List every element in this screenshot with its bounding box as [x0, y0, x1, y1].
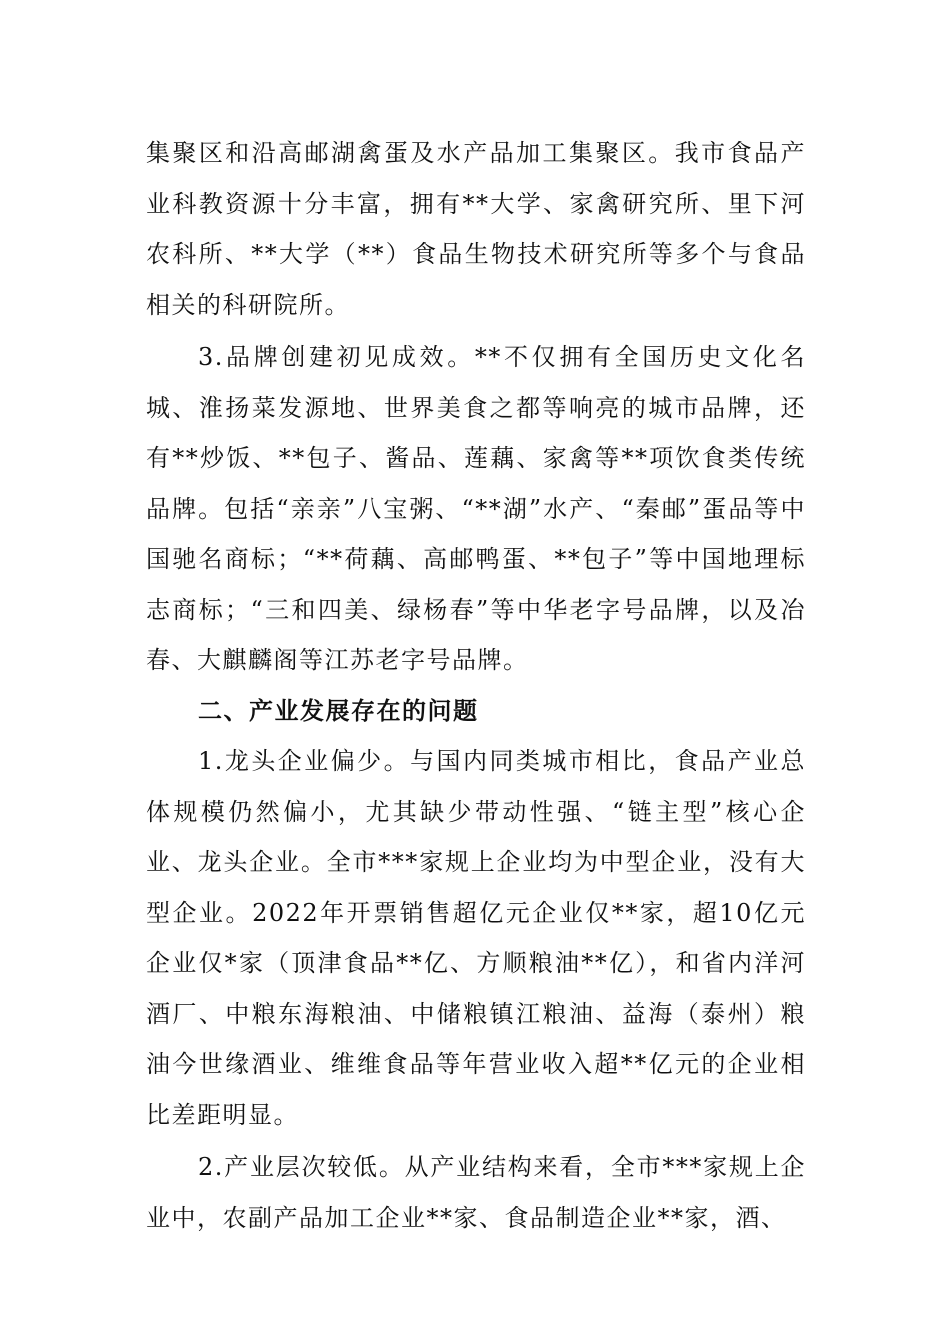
- paragraph-industry-level: 2.产业层次较低。从产业结构来看，全市***家规上企业中，农副产品加工企业**家、食品制造企业**家，酒、: [146, 1153, 806, 1232]
- paragraph-leading-enterprises: 1.龙头企业偏少。与国内同类城市相比，食品产业总体规模仍然偏小，尤其缺少带动性强、“链主型”核心企业、龙头企业。全市***家规上企业均为中型企业，没有大型企业。2022年开票销售超亿元企业仅**家，超10亿元企业仅*家（顶津食品**亿、方顺粮油**亿），和省内洋河酒厂、中粮东海粮油、中储粮镇江粮油、益海（泰州）粮油今世缘酒业、维维食品等年营业收入超**亿元的企业相比差距明显。: [146, 747, 806, 1129]
- section-heading-problems: 二、产业发展存在的问题: [198, 695, 479, 725]
- paragraph-research-institutes: 集聚区和沿高邮湖禽蛋及水产品加工集聚区。我市食品产业科教资源十分丰富，拥有**大学、家禽研究所、里下河农科所、**大学（**）食品生物技术研究所等多个与食品相关的科研院所。: [146, 139, 806, 319]
- document-body: [146, 128, 806, 1243]
- paragraph-brand-building: 3.品牌创建初见成效。**不仅拥有全国历史文化名城、淮扬菜发源地、世界美食之都等响亮的城市品牌，还有**炒饭、**包子、酱品、莲藕、家禽等**项饮食类传统品牌。包括“亲亲”八宝粥、“**湖”水产、“秦邮”蛋品等中国驰名商标；“**荷藕、高邮鸭蛋、**包子”等中国地理标志商标；“三和四美、绿杨春”等中华老字号品牌，以及冶春、大麒麟阁等江苏老字号品牌。: [146, 343, 806, 674]
